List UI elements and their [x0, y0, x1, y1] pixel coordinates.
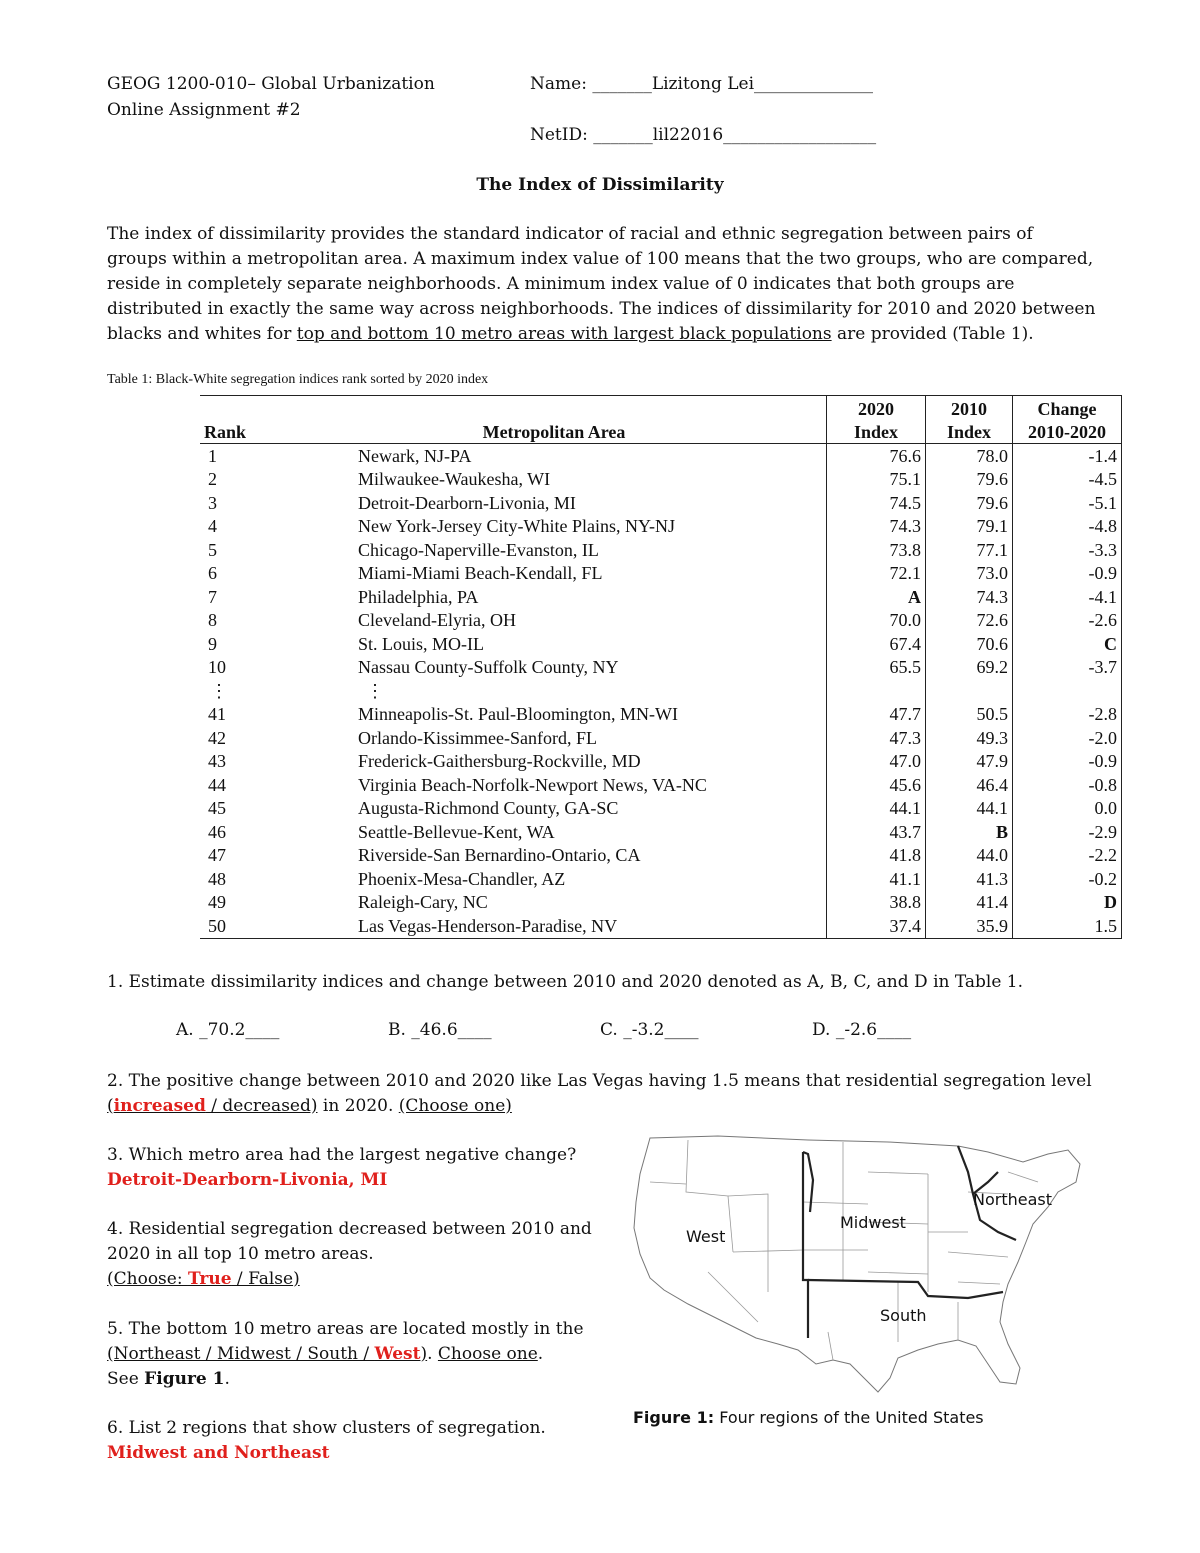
q5-choose: Choose one: [437, 1344, 538, 1364]
cell-rank: 50: [208, 915, 226, 936]
cell-rank: 41: [208, 704, 226, 725]
q4-close: ): [293, 1269, 300, 1289]
cell-area: Las Vegas-Henderson-Paradise, NV: [358, 915, 618, 936]
col-header-2020-l2: Index: [827, 420, 926, 444]
cell-i2020: 76.6: [827, 444, 926, 468]
ellipsis-empty: [926, 679, 1013, 703]
cell-area: Orlando-Kissimmee-Sanford, FL: [358, 727, 597, 748]
table-row: [200, 867, 1122, 891]
cell-i2020: 75.1: [827, 468, 926, 492]
q5-text: 5. The bottom 10 metro areas are located mostly in the: [107, 1319, 584, 1339]
table-row: [200, 632, 1122, 656]
cell-area: Augusta-Richmond County, GA-SC: [358, 798, 619, 819]
table-row: [200, 562, 1122, 586]
q5-options-prefix: (Northeast / Midwest / South /: [107, 1344, 375, 1364]
q2-mid: in 2020.: [317, 1096, 399, 1116]
cell-rank: 46: [208, 821, 226, 842]
q2-text: 2. The positive change between 2010 and 2020 like Las Vegas having 1.5 means that residential segregation level: [107, 1071, 1092, 1091]
intro-text-1: The index of dissimilarity provides the standard indicator of racial and ethnic segregation between pairs of groups within a metropolitan area. A maximum index value of 100 means that the two groups, who are compared, reside in completely separate neighborhoods. A minimum index value of 0 indicates that both groups are distributed in exactly the same way across neighborhoods. The indices of dissimilarity for 2010 and 2020 between blacks and whites for: [107, 224, 1096, 344]
table-wrapper: [200, 395, 1122, 939]
intro-underlined: top and bottom 10 metro areas with largest black populations: [296, 324, 832, 344]
cell-i2010: 79.6: [926, 468, 1013, 492]
cell-rank: 45: [208, 798, 226, 819]
q6-answer: Midwest and Northeast: [107, 1443, 330, 1463]
netid-line: [530, 125, 876, 145]
map-label-northeast: Northeast: [973, 1190, 1053, 1209]
q5-option-west: West: [374, 1344, 421, 1364]
cell-i2020: 37.4: [827, 914, 926, 938]
cell-i2020: 67.4: [827, 632, 926, 656]
question-2: [107, 1069, 1107, 1119]
table-row: [200, 515, 1122, 539]
cell-area: Cleveland-Elyria, OH: [358, 610, 516, 631]
course-title: GEOG 1200-010– Global Urbanization: [107, 74, 435, 94]
cell-rank: 49: [208, 892, 226, 913]
cell-i2020: 72.1: [827, 562, 926, 586]
cell-rank: 43: [208, 751, 226, 772]
cell-i2020: 47.3: [827, 726, 926, 750]
q4-text: 4. Residential segregation decreased between 2010 and 2020 in all top 10 metro areas.: [107, 1219, 592, 1264]
q5-figure-ref: Figure 1: [144, 1369, 225, 1389]
q2-option-decreased: / decreased): [205, 1096, 318, 1116]
figure-caption: [633, 1408, 984, 1427]
cell-chg: -4.1: [1013, 585, 1122, 609]
question-1: 1. Estimate dissimilarity indices and change between 2010 and 2020 denoted as A, B, C, and D in Table 1.: [107, 972, 1024, 992]
q6-text: 6. List 2 regions that show clusters of segregation.: [107, 1418, 546, 1438]
cell-rank: 4: [208, 516, 217, 537]
table-row: [200, 797, 1122, 821]
q5-see-end: .: [224, 1369, 230, 1389]
cell-area: Raleigh-Cary, NC: [358, 892, 488, 913]
question-6: [107, 1416, 607, 1466]
cell-i2010: 74.3: [926, 585, 1013, 609]
cell-i2020: 74.5: [827, 491, 926, 515]
table-row: [200, 468, 1122, 492]
map-label-midwest: Midwest: [840, 1213, 906, 1232]
cell-area: Miami-Miami Beach-Kendall, FL: [358, 563, 603, 584]
q2-options: [107, 1096, 318, 1116]
cell-area: Riverside-San Bernardino-Ontario, CA: [358, 845, 641, 866]
cell-rank: 10: [208, 657, 226, 678]
cell-chg: -2.8: [1013, 703, 1122, 727]
q5-dot: .: [537, 1344, 544, 1364]
cell-area: New York-Jersey City-White Plains, NY-NJ: [358, 516, 675, 537]
question-5: [107, 1317, 607, 1392]
cell-chg: 0.0: [1013, 797, 1122, 821]
cell-i2010: 44.1: [926, 797, 1013, 821]
cell-i2020: 47.7: [827, 703, 926, 727]
cell-i2020: 73.8: [827, 538, 926, 562]
q5-see-line: [107, 1367, 607, 1392]
table-row: [200, 444, 1122, 468]
table-row: [200, 726, 1122, 750]
cell-area: Seattle-Bellevue-Kent, WA: [358, 821, 555, 842]
cell-chg: -5.1: [1013, 491, 1122, 515]
cell-chg: C: [1013, 632, 1122, 656]
cell-rank: 3: [208, 492, 217, 513]
col-header-2010-l1: 2010: [926, 396, 1013, 420]
figure-label: Figure 1:: [633, 1408, 715, 1427]
ellipsis-empty: [1013, 679, 1122, 703]
cell-i2020: 65.5: [827, 656, 926, 680]
cell-rank: 7: [208, 586, 217, 607]
cell-i2010: 70.6: [926, 632, 1013, 656]
q5-after: .: [427, 1344, 438, 1364]
cell-chg: -2.2: [1013, 844, 1122, 868]
cell-i2010: B: [926, 820, 1013, 844]
q4-choose-prefix: (Choose:: [107, 1269, 188, 1289]
cell-i2010: 47.9: [926, 750, 1013, 774]
cell-chg: -2.0: [1013, 726, 1122, 750]
q5-options: [107, 1344, 427, 1364]
cell-i2010: 69.2: [926, 656, 1013, 680]
cell-chg: -3.7: [1013, 656, 1122, 680]
cell-chg: -0.8: [1013, 773, 1122, 797]
answer-c: C. _-3.2____: [600, 1020, 699, 1040]
cell-i2010: 72.6: [926, 609, 1013, 633]
netid-value: _______lil22016__________________: [593, 125, 877, 145]
cell-chg: -2.6: [1013, 609, 1122, 633]
cell-rank: 9: [208, 633, 217, 654]
cell-area: Philadelphia, PA: [358, 586, 479, 607]
cell-area: Minneapolis-St. Paul-Bloomington, MN-WI: [358, 704, 678, 725]
ellipsis-row: [200, 679, 1122, 703]
cell-i2010: 79.1: [926, 515, 1013, 539]
q4-option-true: True: [187, 1269, 232, 1289]
cell-i2010: 41.3: [926, 867, 1013, 891]
ellipsis-empty: [827, 679, 926, 703]
cell-area: Nassau County-Suffolk County, NY: [358, 657, 619, 678]
netid-label: NetID:: [530, 125, 588, 145]
us-map-graphic: [628, 1132, 1088, 1404]
map-label-west: West: [686, 1227, 726, 1246]
cell-rank: 2: [208, 469, 217, 490]
cell-i2010: 49.3: [926, 726, 1013, 750]
cell-i2020: 43.7: [827, 820, 926, 844]
q5-options-close: ): [420, 1344, 428, 1364]
cell-i2010: 50.5: [926, 703, 1013, 727]
col-header-rank: Rank: [204, 422, 247, 442]
q2-option-increased: increased: [113, 1096, 206, 1116]
col-header-change-l1: Change: [1013, 396, 1122, 420]
table-row: [200, 891, 1122, 915]
col-header-2010-l2: Index: [926, 420, 1013, 444]
name-label: Name:: [530, 74, 587, 94]
cell-i2010: 79.6: [926, 491, 1013, 515]
table-caption: Table 1: Black-White segregation indices rank sorted by 2020 index: [107, 372, 489, 387]
cell-i2010: 44.0: [926, 844, 1013, 868]
cell-i2020: 47.0: [827, 750, 926, 774]
cell-area: Virginia Beach-Norfolk-Newport News, VA-NC: [358, 774, 707, 795]
table-row: [200, 538, 1122, 562]
question-3: [107, 1143, 607, 1193]
name-line: [530, 74, 873, 94]
table-row: [200, 914, 1122, 938]
table-row: [200, 750, 1122, 774]
cell-area: Newark, NJ-PA: [358, 445, 472, 466]
cell-rank: 42: [208, 727, 226, 748]
table-row: [200, 820, 1122, 844]
us-regions-map: [628, 1132, 1088, 1404]
cell-rank: 48: [208, 868, 226, 889]
cell-chg: -3.3: [1013, 538, 1122, 562]
question-4: [107, 1217, 597, 1292]
cell-chg: -4.5: [1013, 468, 1122, 492]
cell-rank: 8: [208, 610, 217, 631]
assignment-title: Online Assignment #2: [107, 100, 301, 120]
table-row: [200, 609, 1122, 633]
cell-chg: -0.2: [1013, 867, 1122, 891]
q3-text: 3. Which metro area had the largest negative change?: [107, 1145, 577, 1165]
table-row: [200, 844, 1122, 868]
cell-i2020: 44.1: [827, 797, 926, 821]
cell-area: St. Louis, MO-IL: [358, 633, 484, 654]
q4-option-false: / False: [231, 1269, 294, 1289]
cell-area: Detroit-Dearborn-Livonia, MI: [358, 492, 576, 513]
figure-caption-text: Four regions of the United States: [714, 1408, 984, 1427]
cell-chg: -4.8: [1013, 515, 1122, 539]
col-header-area: Metropolitan Area: [482, 422, 626, 442]
page-title: The Index of Dissimilarity: [476, 175, 724, 195]
cell-rank: 6: [208, 563, 217, 584]
cell-i2020: 38.8: [827, 891, 926, 915]
cell-i2010: 41.4: [926, 891, 1013, 915]
name-value: _______Lizitong Lei______________: [592, 74, 874, 94]
cell-i2010: 46.4: [926, 773, 1013, 797]
cell-i2010: 78.0: [926, 444, 1013, 468]
map-label-south: South: [880, 1306, 927, 1325]
cell-i2020: 41.8: [827, 844, 926, 868]
intro-text-2: are provided (Table 1).: [831, 324, 1034, 344]
answer-d: D. _-2.6____: [812, 1020, 912, 1040]
q5-options-line: [107, 1342, 607, 1367]
cell-i2020: A: [827, 585, 926, 609]
cell-chg: -1.4: [1013, 444, 1122, 468]
intro-paragraph: [107, 222, 1097, 347]
table-row: [200, 491, 1122, 515]
col-header-change-l2: 2010-2020: [1013, 420, 1122, 444]
table-row: [200, 585, 1122, 609]
q5-see: See: [107, 1369, 145, 1389]
table-row: [200, 773, 1122, 797]
cell-area: Frederick-Gaithersburg-Rockville, MD: [358, 751, 641, 772]
cell-rank: 44: [208, 774, 226, 795]
q3-answer: Detroit-Dearborn-Livonia, MI: [107, 1170, 388, 1190]
ellipsis-rank: ⋮: [210, 680, 228, 701]
cell-chg: 1.5: [1013, 914, 1122, 938]
segregation-table: [200, 395, 1122, 939]
col-header-2020-l1: 2020: [827, 396, 926, 420]
cell-i2020: 45.6: [827, 773, 926, 797]
cell-chg: -0.9: [1013, 562, 1122, 586]
q2-open-paren: (: [107, 1096, 114, 1116]
cell-chg: D: [1013, 891, 1122, 915]
cell-rank: 1: [208, 445, 217, 466]
cell-i2010: 73.0: [926, 562, 1013, 586]
cell-rank: 5: [208, 539, 217, 560]
q2-choose: (Choose one): [398, 1096, 512, 1116]
answer-a: A. _70.2____: [176, 1020, 280, 1040]
table-row: [200, 656, 1122, 680]
cell-i2020: 41.1: [827, 867, 926, 891]
cell-area: Milwaukee-Waukesha, WI: [358, 469, 551, 490]
cell-area: Chicago-Naperville-Evanston, IL: [358, 539, 599, 560]
cell-i2020: 70.0: [827, 609, 926, 633]
cell-rank: 47: [208, 845, 226, 866]
cell-i2010: 77.1: [926, 538, 1013, 562]
table-body: [200, 444, 1122, 939]
ellipsis-area: ⋮: [366, 680, 384, 701]
cell-i2010: 35.9: [926, 914, 1013, 938]
cell-i2020: 74.3: [827, 515, 926, 539]
answer-b: B. _46.6____: [388, 1020, 492, 1040]
cell-area: Phoenix-Mesa-Chandler, AZ: [358, 868, 566, 889]
table-row: [200, 703, 1122, 727]
cell-chg: -2.9: [1013, 820, 1122, 844]
q4-choice: [107, 1267, 597, 1292]
cell-chg: -0.9: [1013, 750, 1122, 774]
